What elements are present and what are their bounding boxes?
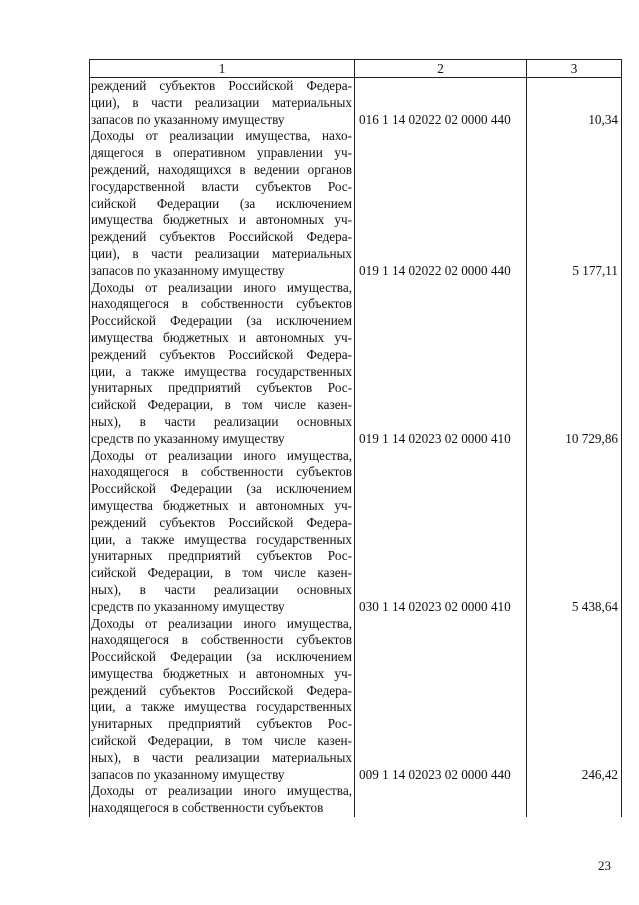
description-line: имущества бюджетных и автономных уч- (91, 665, 352, 681)
description-line: запасов по указанному имуществу (91, 111, 285, 127)
page-number: 23 (598, 858, 611, 873)
description-line: ции), в части реализации материальных (91, 245, 352, 261)
description-line: Доходы от реализации имущества, нахо- (91, 128, 352, 144)
description-line: находящегося в собственности субъектов (91, 296, 352, 312)
budget-classification-code (355, 783, 527, 817)
description-line: дящегося в оперативном управлении уч- (91, 145, 352, 161)
description-line: ции, а также имущества государственных (91, 531, 352, 547)
description-line: Российской Федерации (за исключением (91, 313, 352, 329)
description-line: находящегося в собственности субъектов (91, 464, 352, 480)
revenue-description (90, 280, 355, 448)
revenue-description (90, 78, 355, 129)
budget-classification-code: 009 1 14 02023 02 0000 440 (355, 616, 527, 784)
budget-classification-code: 019 1 14 02023 02 0000 410 (355, 280, 527, 448)
description-line: реждений субъектов Российской Федера- (91, 346, 352, 362)
description-line: реждений субъектов Российской Федера- (91, 78, 352, 93)
description-line: унитарных предприятий субъектов Рос- (91, 716, 352, 732)
description-line: сийской Федерации, в том числе казен- (91, 733, 352, 749)
revenue-description (90, 128, 355, 279)
table-header-row (90, 60, 622, 78)
revenue-description (90, 616, 355, 784)
table-row (90, 78, 622, 129)
description-line: ции), в части реализации материальных (91, 94, 352, 110)
description-line: сийской Федерации, в том числе казен- (91, 397, 352, 413)
description-line: имущества бюджетных и автономных уч- (91, 497, 352, 513)
description-line: ных), в части реализации основных (91, 581, 352, 597)
amount-value: 246,42 (527, 616, 622, 784)
description-line: сийской Федерации, в том числе казен- (91, 565, 352, 581)
column-header: 1 (90, 60, 355, 78)
description-line: Доходы от реализации иного имущества, (91, 783, 352, 799)
revenue-description (90, 448, 355, 616)
revenue-table (89, 59, 622, 817)
description-line: реждений субъектов Российской Федера- (91, 514, 352, 530)
table-body (90, 78, 622, 818)
description-line: реждений субъектов Российской Федера- (91, 229, 352, 245)
description-line: государственной власти субъектов Рос- (91, 178, 352, 194)
table-row (90, 783, 622, 817)
amount-value: 10,34 (527, 78, 622, 129)
budget-classification-code: 030 1 14 02023 02 0000 410 (355, 448, 527, 616)
description-line: реждений, находящихся в ведении органов (91, 161, 352, 177)
table-row (90, 616, 622, 784)
amount-value: 5 438,64 (527, 448, 622, 616)
description-line: имущества бюджетных и автономных уч- (91, 212, 352, 228)
description-line: запасов по указанному имуществу (91, 766, 285, 782)
column-header: 3 (527, 60, 622, 78)
description-line: сийской Федерации (за исключением (91, 195, 352, 211)
description-line: реждений субъектов Российской Федера- (91, 682, 352, 698)
table-row (90, 128, 622, 279)
description-line: находящегося в собственности субъектов (91, 800, 324, 816)
description-line: находящегося в собственности субъектов (91, 632, 352, 648)
table-row (90, 448, 622, 616)
budget-classification-code: 016 1 14 02022 02 0000 440 (355, 78, 527, 129)
description-line: запасов по указанному имуществу (91, 262, 285, 278)
description-line: ции, а также имущества государственных (91, 699, 352, 715)
table-row (90, 280, 622, 448)
description-line: Российской Федерации (за исключением (91, 649, 352, 665)
revenue-description (90, 783, 355, 817)
description-line: ции, а также имущества государственных (91, 363, 352, 379)
description-line: ных), в части реализации основных (91, 413, 352, 429)
amount-value: 10 729,86 (527, 280, 622, 448)
amount-value (527, 783, 622, 817)
description-line: унитарных предприятий субъектов Рос- (91, 380, 352, 396)
description-line: Российской Федерации (за исключением (91, 481, 352, 497)
budget-classification-code: 019 1 14 02022 02 0000 440 (355, 128, 527, 279)
description-line: ных), в части реализации материальных (91, 749, 352, 765)
description-line: унитарных предприятий субъектов Рос- (91, 548, 352, 564)
description-line: Доходы от реализации иного имущества, (91, 279, 352, 295)
description-line: Доходы от реализации иного имущества, (91, 447, 352, 463)
column-header: 2 (355, 60, 527, 78)
description-line: средств по указанному имуществу (91, 430, 285, 446)
description-line: средств по указанному имуществу (91, 598, 285, 614)
amount-value: 5 177,11 (527, 128, 622, 279)
description-line: имущества бюджетных и автономных уч- (91, 329, 352, 345)
description-line: Доходы от реализации иного имущества, (91, 615, 352, 631)
